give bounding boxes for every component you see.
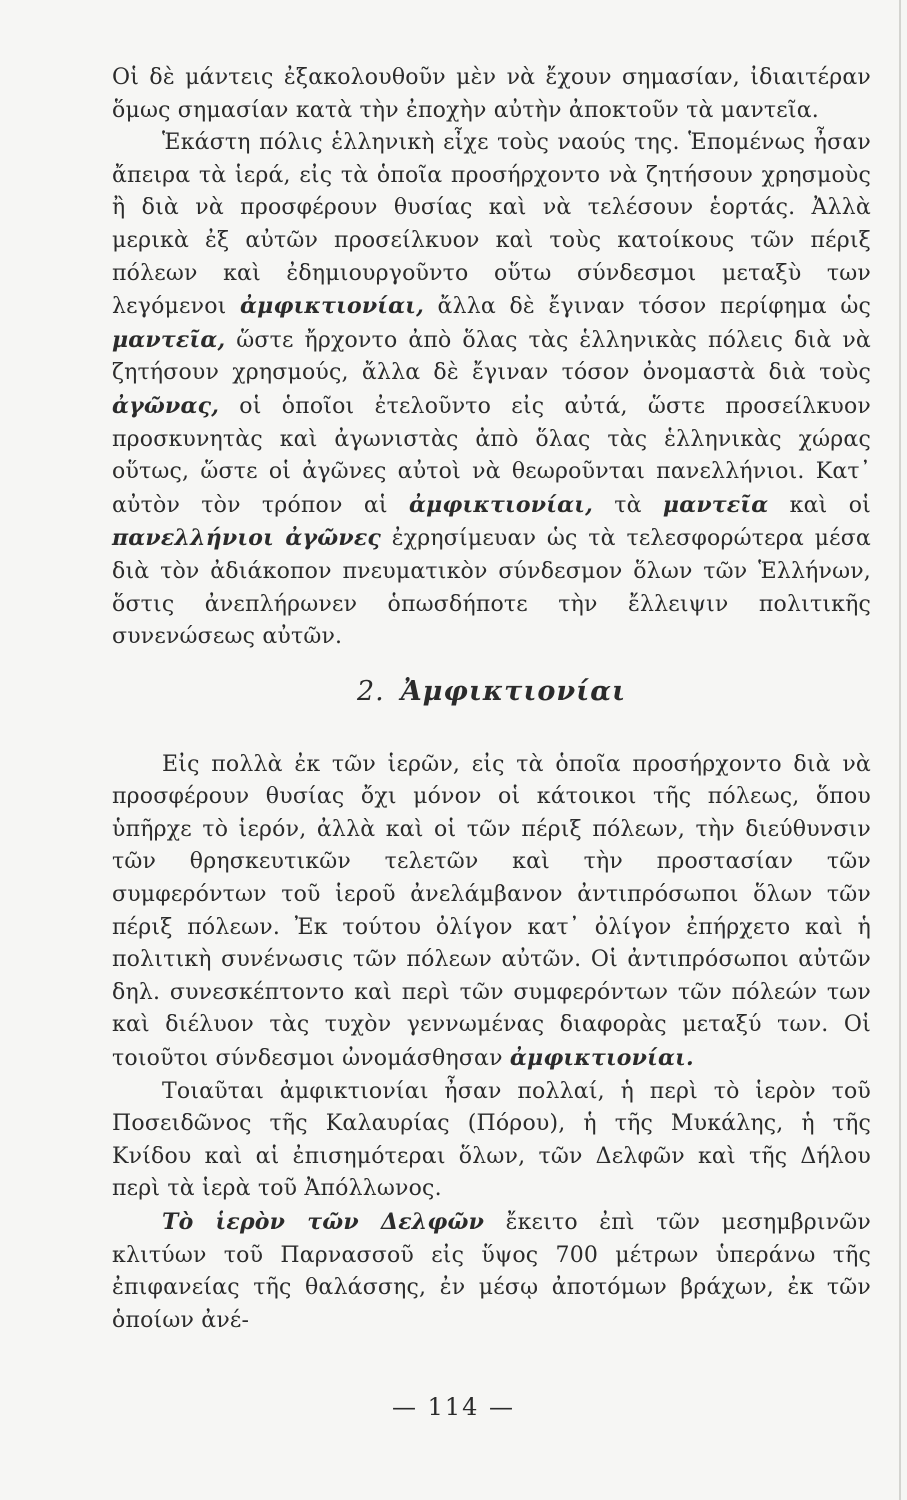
text-run: ἐχρησίμευαν ὡς τὰ τελεσφορώτερα μέσα διὰ τὸν ἀδιάκοπον πνευματικὸν σύνδεσμον ὅλων τῶν Ἑλλήνων, ὅστις ἀνεπλήρωνεν ὁπωσδήποτε τὴν ἔλλειψιν πολιτικῆς συνενώσεως αὐτῶν. <box>112 526 871 650</box>
emphasis-oracles: μαντεῖα <box>662 491 769 518</box>
emphasis-panhellenic-games: πανελλήνιοι ἀγῶνες <box>112 525 381 552</box>
section-title: Ἀμφικτιονίαι <box>400 675 627 707</box>
paragraph-delphi <box>112 1206 871 1337</box>
text-run: καὶ οἱ <box>768 492 871 518</box>
text-run: τὰ <box>592 492 663 518</box>
text-run: Ἑκάστη πόλις ἑλληνικὴ εἶχε τοὺς ναούς της. Ἑπομένως ἦσαν ἄπειρα τὰ ἱερά, εἰς τὰ ὁποῖα προσήρχοντο νὰ ζητήσουν χρησμοὺς ἢ διὰ νὰ προσφέρουν θυσίας καὶ νὰ τελέσουν ἑορτάς. Ἀλλὰ μερικὰ ἐξ αὐτῶν προσείλκυον καὶ τοὺς κατοίκους τῶν πέριξ πόλεων καὶ ἐδημιουργοῦντο οὕτω σύνδεσμοι μεταξὺ των λεγόμενοι <box>112 130 871 320</box>
emphasis-delphi-sanctuary: Τὸ ἱερὸν τῶν Δελφῶν <box>162 1209 485 1235</box>
section-heading <box>112 676 871 707</box>
paragraph-amphictyony-origin <box>112 749 871 1076</box>
paragraph-oracles-intro <box>112 62 871 127</box>
text-run: ὥστε ἤρχοντο ἀπὸ ὅλας τὰς ἑλληνικὰς πόλεις διὰ νὰ ζητήσουν χρησμούς, ἄλλα δὲ ἔγιναν τόσον ὀνομαστὰ διὰ τοὺς <box>112 327 871 386</box>
text-run: Εἰς πολλὰ ἐκ τῶν ἱερῶν, εἰς τὰ ὁποῖα προσήρχοντο διὰ νὰ προσφέρουν θυσίας ὄχι μόνον οἱ κάτοικοι τῆς πόλεως, ὅπου ὑπῆρχε τὸ ἱερόν, ἀλλὰ καὶ οἱ τῶν πέριξ πόλεων, τὴν διεύθυνσιν τῶν θρησκευτικῶν τελετῶν καὶ τὴν προστασίαν τῶν συμφερόντων τοῦ ἱεροῦ ἀνελάμβανον ἀντιπρόσωποι ὅλων τῶν πέριξ πόλεων. Ἐκ τούτου ὀλίγον κατ᾽ ὀλίγον ἐπήρχετο καὶ ἡ πολιτικὴ συνένωσις τῶν πόλεων αὐτῶν. Οἱ ἀντιπρόσωποι αὐτῶν δηλ. συνεσκέπτοντο καὶ περὶ τῶν συμφερόντων τῶν πόλεών των καὶ διέλυον τὰς τυχὸν γεννωμένας διαφορὰς μεταξύ των. Οἱ τοιοῦτοι σύνδεσμοι ὠνομάσθησαν <box>112 751 871 1072</box>
text-run: Οἱ δὲ μάντεις ἐξακολουθοῦν μὲν νὰ ἔχουν σημασίαν, ἰδιαιτέραν ὅμως σημασίαν κατὰ τὴν ἐποχὴν αὐτὴν ἀποκτοῦν τὰ μαντεῖα. <box>112 65 871 123</box>
page-number: — 114 — <box>391 1393 516 1421</box>
paragraph-amphictyony-list <box>112 1076 871 1206</box>
text-run: ἔκειτο ἐπὶ τῶν μεσημβρινῶν κλιτύων τοῦ Παρνασσοῦ εἰς ὕψος 700 μέτρων ὑπεράνω τῆς ἐπιφανείας τῆς θαλάσσης, ἐν μέσῳ ἀποτόμων βράχων, ἐκ τῶν ὁποίων ἀνέ- <box>112 1210 871 1333</box>
paragraph-sanctuaries <box>112 127 871 654</box>
text-run: Τοιαῦται ἀμφικτιονίαι ἦσαν πολλαί, ἡ περὶ τὸ ἱερὸν τοῦ Ποσειδῶνος τῆς Καλαυρίας (Πόρου), ἡ τῆς Μυκάλης, ἡ τῆς Κνίδου καὶ αἱ ἐπισημότεραι ὅλων, τῶν Δελφῶν καὶ τῆς Δήλου περὶ τὰ ἱερὰ τοῦ Ἀπόλλωνος. <box>112 1078 871 1202</box>
text-run: οἱ ὁποῖοι ἐτελοῦντο εἰς αὐτά, ὥστε προσείλκυον προσκυνητὰς καὶ ἀγωνιστὰς ἀπὸ ὅλας τὰς ἑλληνικὰς χώρας οὕτως, ὥστε οἱ ἀγῶνες αὐτοὶ νὰ θεωροῦνται πανελλήνιοι. Κατ᾽ αὐτὸν τὸν τρόπον αἱ <box>112 393 871 518</box>
emphasis-amphictyonies: ἀμφικτιονίαι, <box>240 293 424 320</box>
emphasis-amphictyonies: ἀμφικτιονίαι. <box>509 1045 694 1072</box>
section-number: 2. <box>356 675 385 707</box>
page-edge-line <box>899 0 901 1500</box>
emphasis-amphictyonies: ἀμφικτιονίαι, <box>408 491 593 518</box>
emphasis-games: ἀγῶνας, <box>112 392 220 419</box>
emphasis-oracles: μαντεῖα, <box>112 326 226 353</box>
text-run: ἄλλα δὲ ἔγιναν τόσον περίφημα ὡς <box>423 294 871 320</box>
